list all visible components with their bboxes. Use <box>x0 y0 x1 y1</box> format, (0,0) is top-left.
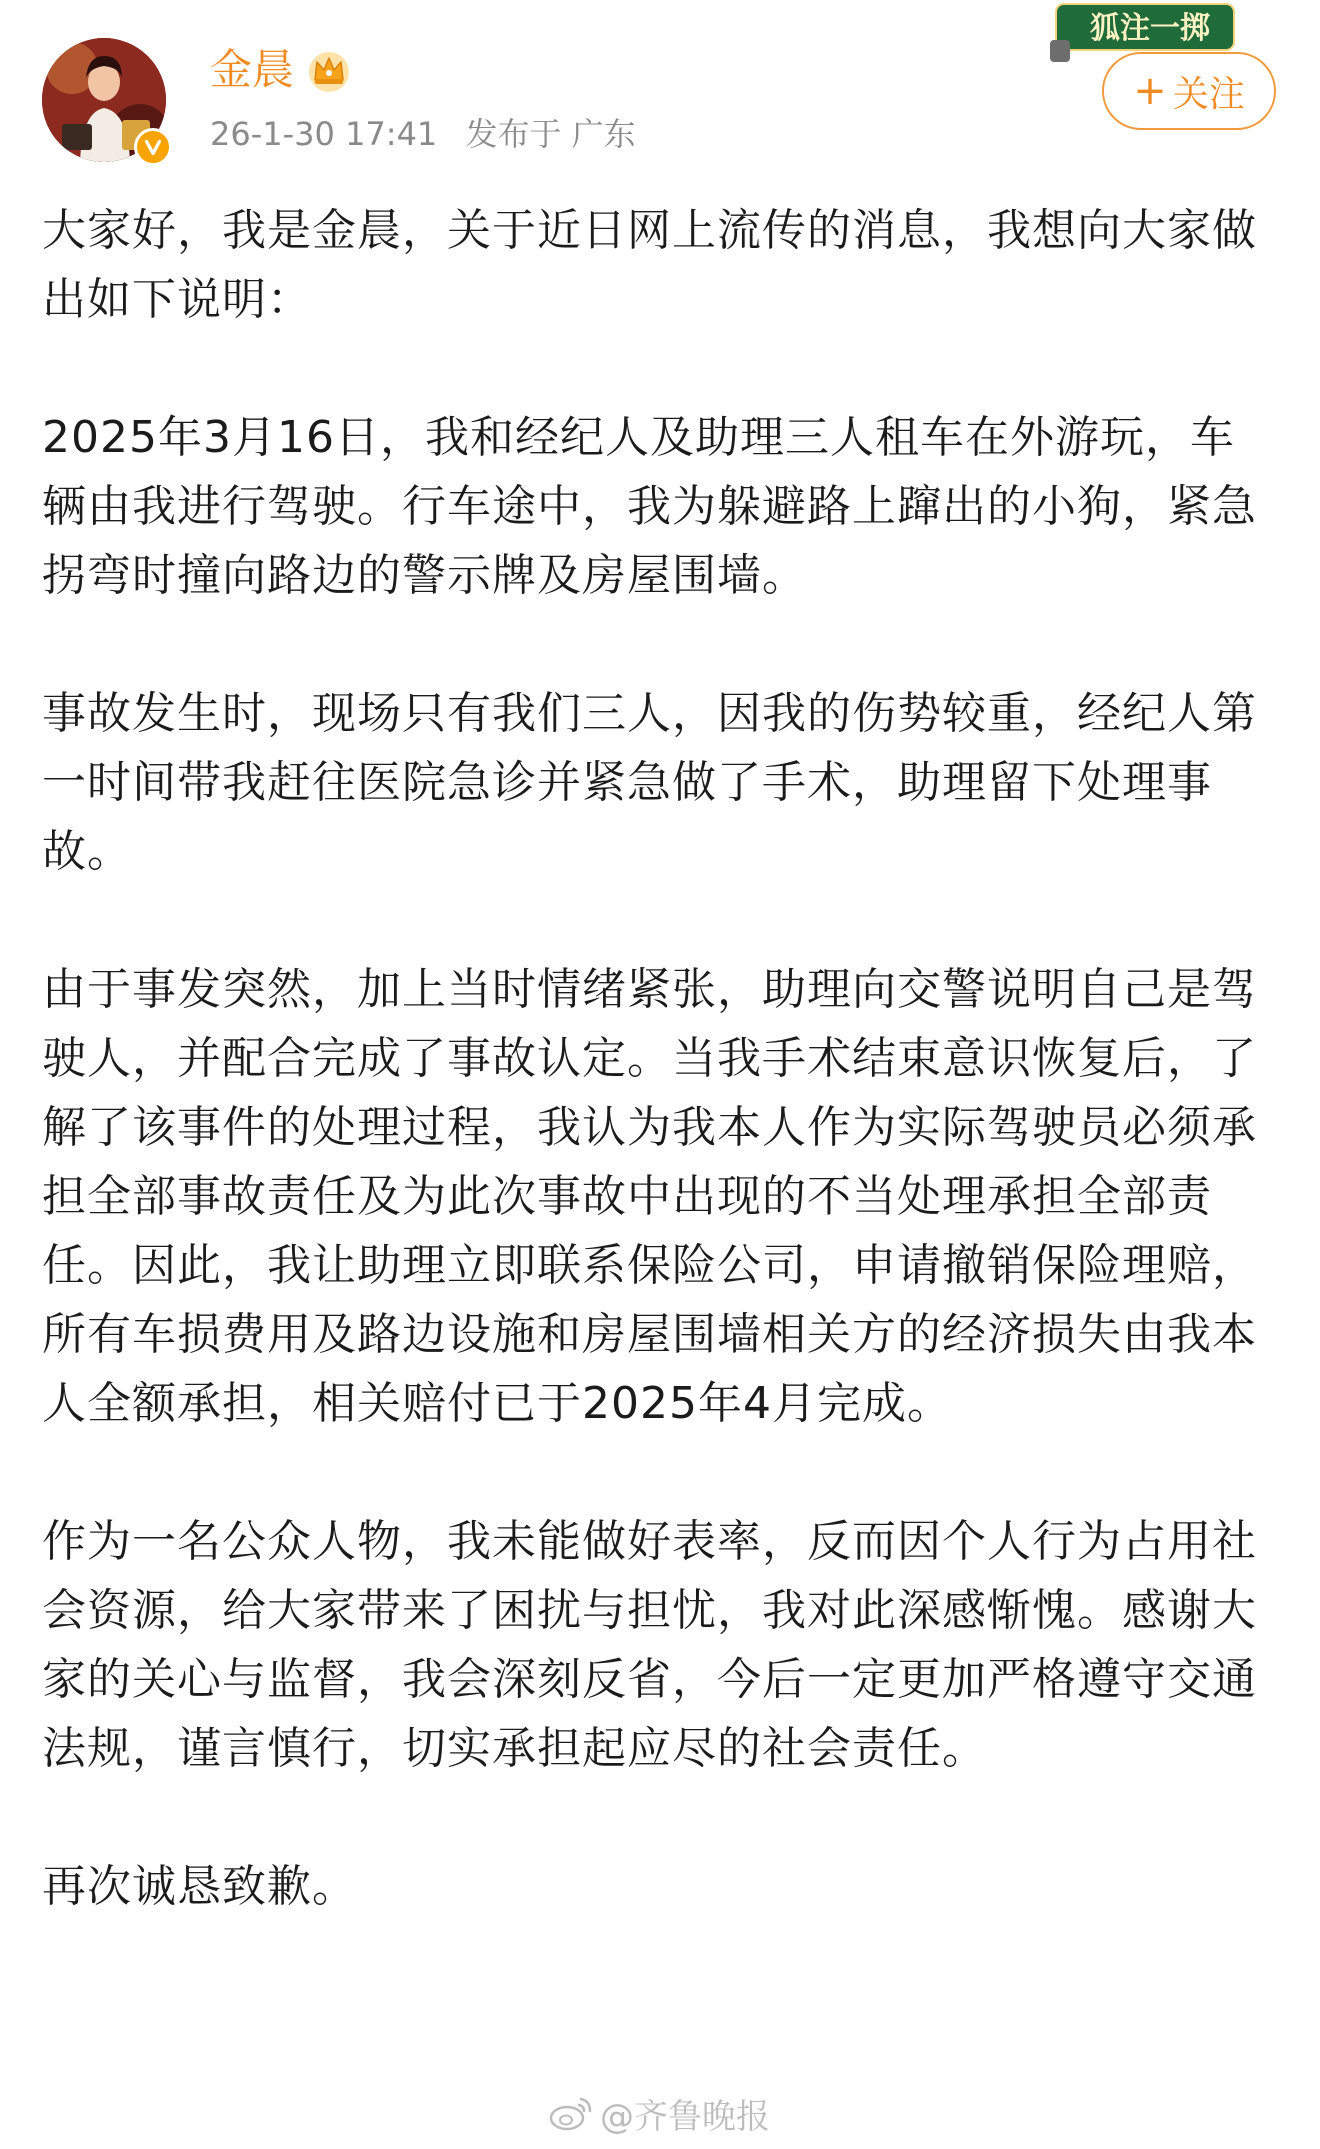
paragraph: 由于事发突然，加上当时情绪紧张，助理向交警说明自己是驾驶人，并配合完成了事故认定。当我手术结束意识恢复后，了解了该事件的处理过程，我认为我本人作为实际驾驶员必须承担全部事故责任及为此次事故中出现的不当处理承担全部责任。因此，我让助理立即联系保险公司，申请撤销保险理赔，所有车损费用及路边设施和房屋围墙相关方的经济损失由我本人全额承担，相关赔付已于2025年4月完成。 <box>42 964 1257 1429</box>
author-name[interactable]: 金晨 <box>210 45 295 94</box>
verified-badge-icon <box>134 128 172 166</box>
weibo-logo-icon <box>548 2093 594 2133</box>
paragraph: 大家好，我是金晨，关于近日网上流传的消息，我想向大家做出如下说明： <box>42 205 1257 325</box>
paragraph: 再次诚恳致歉。 <box>42 1861 357 1912</box>
avatar[interactable] <box>42 38 172 168</box>
paragraph: 作为一名公众人物，我未能做好表率，反而因个人行为占用社会资源，给大家带来了困扰与担忧，我对此深感惭愧。感谢大家的关心与监督，我会深刻反省，今后一定更加严格遵守交通法规，谨言慎行，切实承担起应尽的社会责任。 <box>42 1516 1257 1774</box>
post-timestamp: 26-1-30 17:41 <box>210 115 438 153</box>
paragraph: 2025年3月16日，我和经纪人及助理三人租车在外游玩，车辆由我进行驾驶。行车途中，我为躲避路上蹿出的小狗，紧急拐弯时撞向路边的警示牌及房屋围墙。 <box>42 412 1257 601</box>
post-meta <box>210 112 654 156</box>
plus-icon: + <box>1133 68 1167 114</box>
paragraph: 事故发生时，现场只有我们三人，因我的伤势较重，经纪人第一时间带我赶往医院急诊并紧急做了手术，助理留下处理事故。 <box>42 688 1257 877</box>
follow-button[interactable] <box>1102 52 1276 130</box>
event-sticker-text: 狐注一掷 <box>1090 11 1210 46</box>
post-content <box>42 196 1257 1990</box>
watermark <box>548 2088 770 2138</box>
follow-button-label: 关注 <box>1172 73 1245 115</box>
crown-icon <box>305 46 353 94</box>
post-header <box>0 0 1320 180</box>
post-location: 发布于 广东 <box>465 115 636 153</box>
watermark-text: @齐鲁晚报 <box>600 2096 770 2137</box>
